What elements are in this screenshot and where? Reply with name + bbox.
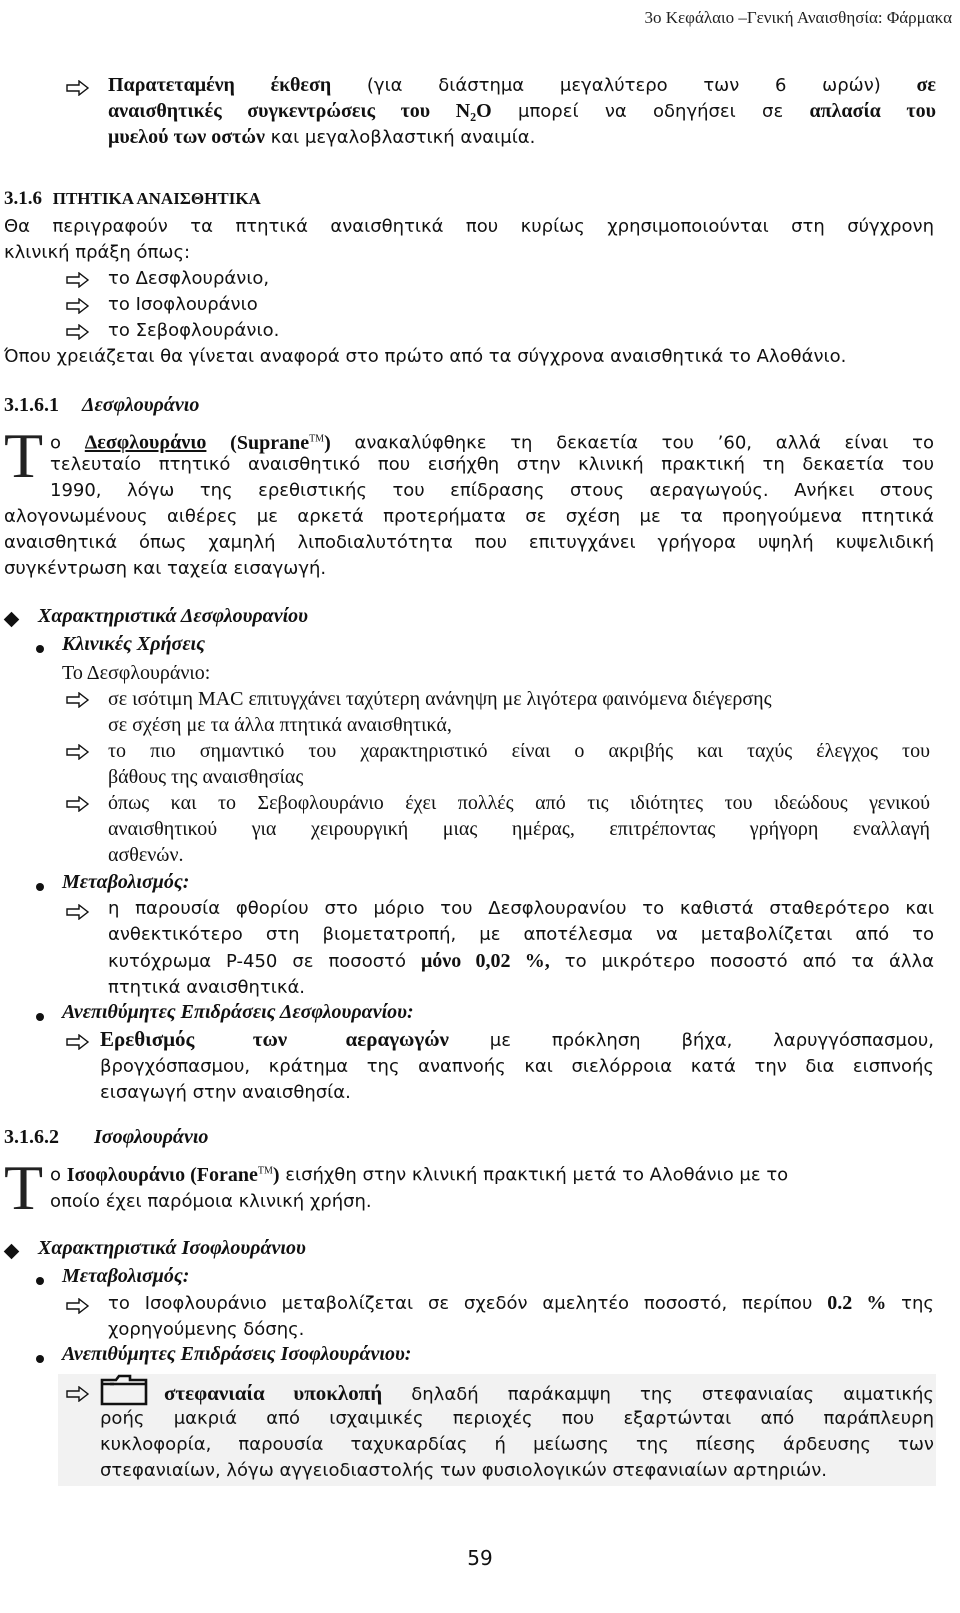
section-heading-3161: 3.1.6.1 Δεσφλουράνιο — [4, 394, 200, 416]
metabolism-title: Μεταβολισμός: — [62, 1265, 190, 1287]
diamond-bullet-icon — [4, 1244, 20, 1260]
intro-line-3: μυελού των οστών και μεγαλοβλαστική αναιμία. — [108, 126, 536, 148]
isoflurane-para: ο Ισοφλουράνιο (Forane™) εισήχθη στην κλινική πρακτική μετά το Αλοθάνιο με το οποίο έχει παρόμοια κλινική χρήση. — [50, 1163, 789, 1212]
desflurane-para-line3: 1990, λόγω της ερεθιστικής του επίδρασης στους αεραγωγούς. Ανήκει στους — [50, 480, 934, 501]
intro-line-2: αναισθητικές συγκεντρώσεις του N₂O μπορεί να οδηγήσει σε απλασία του — [108, 100, 936, 122]
page-number: 59 — [467, 1546, 493, 1570]
clinical-item-3: όπως και το Σεβοφλουράνιο έχει πολλές από τις ιδιότητες του ιδεώδους γενικού αναισθητικού για χειρουργική μιας ημέρας, επιτρέποντας γρήγορη εναλλαγή ασθενών. — [108, 792, 930, 866]
adverse-item-rest: ροής μακριά από ισχαιμικές περιοχές που εξαρτώνται από παράπλευρη κυκλοφορία, παρουσία ταχυκαρδίας ή μείωσης της πίεσης άρδευσης των στεφανιαίων, λόγω αγγειοδιαστολής των φυσιολογικών στεφανιαίων αρτηριών. — [100, 1408, 934, 1481]
desflurane-para-line2: τελευταίο πτητικό αναισθητικό που εισήχθη στην κλινική πρακτική τη δεκαετία του — [50, 454, 934, 475]
section-heading-3162: 3.1.6.2 Ισοφλουράνιο — [4, 1126, 209, 1148]
arrow-icon — [66, 80, 90, 96]
desflurane-para-line1: ο Δεσφλουράνιο (Suprane™) ανακαλύφθηκε τη δεκαετία του ’60, αλλά είναι το — [50, 431, 934, 454]
clinical-lead: Το Δεσφλουράνιο: — [62, 662, 211, 684]
arrow-icon — [66, 272, 90, 288]
section-316-intro: Θα περιγραφούν τα πτητικά αναισθητικά που κυρίως χρησιμοποιούνται στη σύγχρονη κλινική πράξη όπως: — [4, 216, 934, 263]
agent-item: το Δεσφλουράνιο, — [108, 268, 270, 289]
dropcap: Τ — [4, 420, 44, 491]
arrow-icon — [66, 904, 90, 920]
arrow-icon — [66, 1034, 90, 1050]
dot-bullet-icon — [36, 645, 44, 653]
dropcap: Τ — [4, 1152, 44, 1223]
arrow-icon — [66, 1386, 90, 1402]
desflurane-para-line4: αλογονωμένους αιθέρες με αρκετά προτερήματα σε σχέση με τα προηγούμενα πτητικά — [4, 506, 934, 527]
adverse-title: Ανεπιθύμητες Επιδράσεις Δεσφλουρανίου: — [62, 1001, 414, 1023]
arrow-icon — [66, 744, 90, 760]
clinical-item-2: το πιο σημαντικό του χαρακτηριστικό είναι ο ακριβής και ταχύς έλεγχος του βάθους της αναισθησίας — [108, 740, 930, 788]
diamond-bullet-icon — [4, 612, 20, 628]
arrow-icon — [66, 298, 90, 314]
arrow-icon — [66, 796, 90, 812]
agent-item: το Σεβοφλουράνιο. — [108, 320, 280, 341]
adverse-item: Ερεθισμός των αεραγωγών με πρόκληση βήχα, λαρυγγόσπασμου, βρογχόσπασμου, κράτημα της αναπνοής και σιελόρροια κατά την δια εισπνοής εισαγωγή στην αναισθησία. — [100, 1027, 934, 1103]
adverse-item-line1: στεφανιαία υποκλοπή δηλαδή παράκαμψη της στεφανιαίας αιματικής — [164, 1381, 934, 1405]
section-heading-316: 3.1.6 ΠΤΗΤΙΚΑ ΑΝΑΙΣΘΗΤΙΚΑ — [4, 188, 261, 209]
arrow-icon — [66, 1298, 90, 1314]
section-316-closing: Όπου χρειάζεται θα γίνεται αναφορά στο πρώτο από τα σύγχρονα αναισθητικά το Αλοθάνιο. — [4, 346, 847, 367]
agent-item: το Ισοφλουράνιο — [108, 294, 258, 315]
dot-bullet-icon — [36, 1013, 44, 1021]
running-header: 3ο Κεφάλαιο –Γενική Αναισθησία: Φάρμακα — [644, 8, 952, 27]
arrow-icon — [66, 324, 90, 340]
features-title: Χαρακτηριστικά Ισοφλουράνιου — [38, 1237, 306, 1259]
dot-bullet-icon — [36, 1355, 44, 1363]
adverse-title: Ανεπιθύμητες Επιδράσεις Ισοφλουράνιου: — [62, 1343, 412, 1365]
features-title: Χαρακτηριστικά Δεσφλουρανίου — [38, 605, 308, 627]
metabolism-title: Μεταβολισμός: — [62, 871, 190, 893]
folder-icon — [100, 1374, 148, 1406]
clinical-item-1: σε ισότιμη MAC επιτυγχάνει ταχύτερη ανάνηψη με λιγότερα φαινόμενα διέγερσης σε σχέση με τα άλλα πτητικά αναισθητικά, — [108, 688, 772, 736]
dot-bullet-icon — [36, 883, 44, 891]
dot-bullet-icon — [36, 1277, 44, 1285]
metabolism-item: το Ισοφλουράνιο μεταβολίζεται σε σχεδόν αμελητέο ποσοστό, περίπου 0.2 % της χορηγούμενης δόσης. — [108, 1292, 934, 1340]
desflurane-para-line5: αναισθητικά όπως χαμηλή λιποδιαλυτότητα που επιτυγχάνει γρήγορα υψηλή κυψελιδική — [4, 532, 934, 553]
arrow-icon — [66, 692, 90, 708]
intro-line-1: Παρατεταμένη έκθεση (για διάστημα μεγαλύτερο των 6 ωρών) σε — [108, 74, 936, 96]
metabolism-item: η παρουσία φθορίου στο μόριο του Δεσφλουρανίου το καθιστά σταθερότερο και ανθεκτικότερο στη βιομετατροπή, με αποτέλεσμα να μεταβολίζεται από το κυτόχρωμα P-450 σε ποσοστό μόνο 0,02 %, το μικρότερο ποσοστό από τα άλλα πτητικά αναισθητικά. — [108, 898, 935, 998]
clinical-uses-title: Κλινικές Χρήσεις — [62, 633, 205, 655]
desflurane-para-line6: συγκέντρωση και ταχεία εισαγωγή. — [4, 558, 327, 579]
